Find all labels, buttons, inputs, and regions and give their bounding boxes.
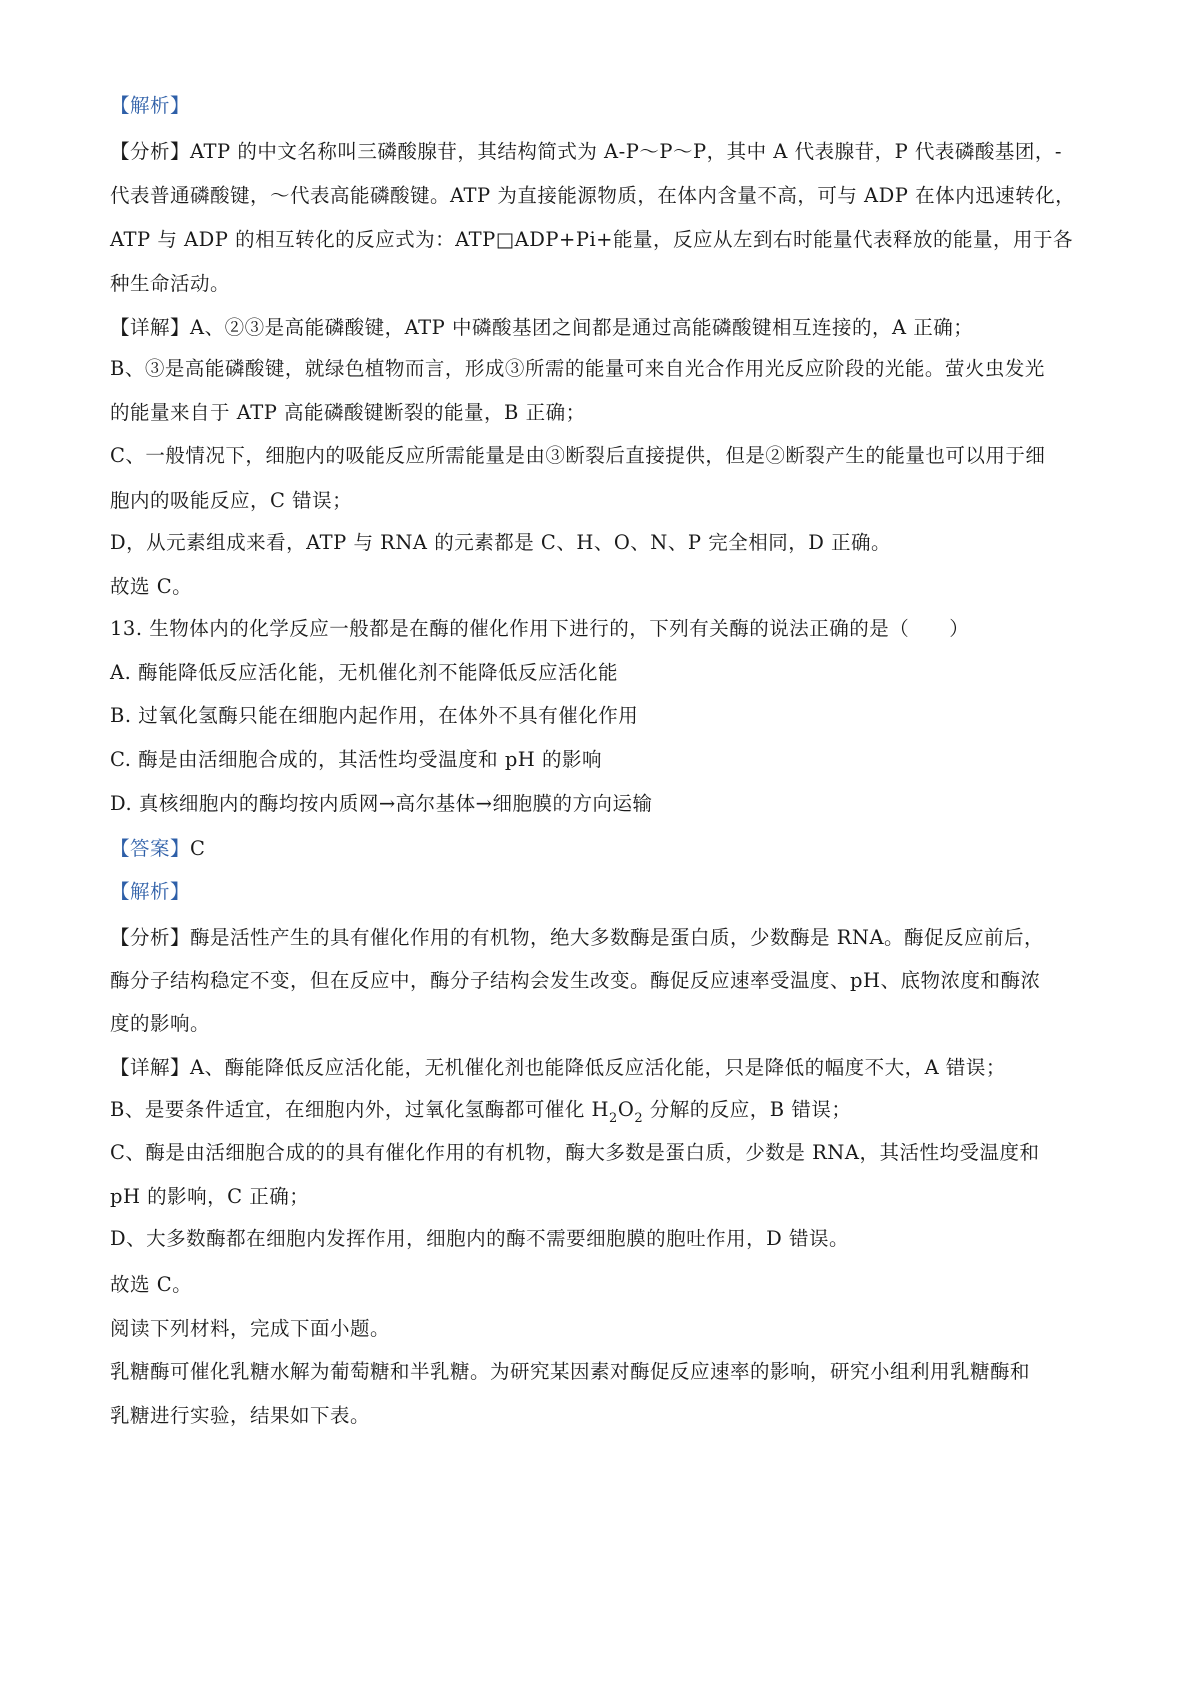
fenxi-paragraph-2-line-3: 度的影响。 <box>110 1012 211 1035</box>
item-c-1-line-2: 胞内的吸能反应，C 错误； <box>110 489 353 512</box>
fenxi-tag-1: 【分析】 <box>110 140 191 163</box>
h2o2-subscript-2: 2 <box>634 1111 644 1126</box>
fenxi-paragraph-2-line-2: 酶分子结构稳定不变，但在反应中，酶分子结构会发生改变。酶促反应速率受温度、pH、底物浓度和酶浓 <box>110 969 1041 992</box>
xiangjie-paragraph-2 <box>110 1053 1101 1083</box>
item-d-2: D、大多数酶都在细胞内发挥作用，细胞内的酶不需要细胞膜的胞吐作用，D 错误。 <box>110 1227 849 1250</box>
fenxi-paragraph-1-line-3: ATP 与 ADP 的相互转化的反应式为：ATP□ADP+Pi+能量，反应从左到右时能量代表释放的能量，用于各 <box>110 228 1074 251</box>
item-b-2 <box>110 1095 1101 1128</box>
answer-line <box>110 834 1101 864</box>
answer-value: C <box>190 837 206 860</box>
item-b-1-line-1: B、③是高能磷酸键，就绿色植物而言，形成③所需的能量可来自光合作用光反应阶段的光能。萤火虫发光 <box>110 357 1045 380</box>
xiangjie-text-2: A、酶能降低反应活化能，无机催化剂也能降低反应活化能，只是降低的幅度不大，A 错误； <box>190 1056 1006 1079</box>
option-a: A. 酶能降低反应活化能，无机催化剂不能降低反应活化能 <box>110 661 618 684</box>
option-d: D. 真核细胞内的酶均按内质网→高尔基体→细胞膜的方向运输 <box>110 792 653 815</box>
conclusion-1: 故选 C。 <box>110 575 193 598</box>
xiangjie-tag-2: 【详解】 <box>110 1056 191 1079</box>
xiangjie-tag-1: 【详解】 <box>110 316 191 339</box>
item-b-1-line-2: 的能量来自于 ATP 高能磷酸键断裂的能量，B 正确； <box>110 401 586 424</box>
fenxi-paragraph-2-line-1 <box>110 923 1101 953</box>
fenxi-text-1: ATP 的中文名称叫三磷酸腺苷，其结构简式为 A-P～P～P，其中 A 代表腺苷，P 代表磷酸基团，- <box>190 140 1062 163</box>
fenxi-paragraph-1-line-1 <box>110 137 1101 167</box>
item-c-2-line-2: pH 的影响，C 正确； <box>110 1185 310 1208</box>
option-b: B. 过氧化氢酶只能在细胞内起作用，在体外不具有催化作用 <box>110 704 639 727</box>
h2o2-subscript-1: 2 <box>609 1111 618 1126</box>
material-line-1: 乳糖酶可催化乳糖水解为葡萄糖和半乳糖。为研究某因素对酶促反应速率的影响，研究小组利用乳糖酶和 <box>110 1360 1031 1383</box>
fenxi-paragraph-1-line-4: 种生命活动。 <box>110 272 231 295</box>
fenxi-paragraph-1-line-2: 代表普通磷酸键，～代表高能磷酸键。ATP 为直接能源物质，在体内含量不高，可与 ADP 在体内迅速转化， <box>110 184 1076 207</box>
reading-instruction: 阅读下列材料，完成下面小题。 <box>110 1317 391 1340</box>
fenxi-text-2: 酶是活性产生的具有催化作用的有机物，绝大多数酶是蛋白质，少数酶是 RNA。酶促反应前后， <box>190 926 1045 949</box>
item-c-1-line-1: C、一般情况下，细胞内的吸能反应所需能量是由③断裂后直接提供，但是②断裂产生的能量也可以用于细 <box>110 444 1046 467</box>
answer-tag: 【答案】 <box>110 837 191 860</box>
fenxi-tag-2: 【分析】 <box>110 926 191 949</box>
analysis-heading-1: 【解析】 <box>110 94 191 117</box>
conclusion-2: 故选 C。 <box>110 1273 193 1296</box>
item-d-1: D，从元素组成来看，ATP 与 RNA 的元素都是 C、H、O、N、P 完全相同，D 正确。 <box>110 531 892 554</box>
item-b-2-o: O <box>617 1098 635 1121</box>
option-c: C. 酶是由活细胞合成的，其活性均受温度和 pH 的影响 <box>110 748 603 771</box>
question-13: 13. 生物体内的化学反应一般都是在酶的催化作用下进行的，下列有关酶的说法正确的是（ ） <box>110 617 970 640</box>
xiangjie-text-1: A、②③是高能磷酸键，ATP 中磷酸基团之间都是通过高能磷酸键相互连接的，A 正确； <box>190 316 974 339</box>
xiangjie-paragraph-1 <box>110 313 1101 343</box>
analysis-heading-2: 【解析】 <box>110 880 191 903</box>
item-c-2-line-1: C、酶是由活细胞合成的的具有催化作用的有机物，酶大多数是蛋白质，少数是 RNA，其活性均受温度和 <box>110 1141 1040 1164</box>
material-line-2: 乳糖进行实验，结果如下表。 <box>110 1404 371 1427</box>
item-b-2-post: 分解的反应，B 错误； <box>643 1098 852 1121</box>
item-b-2-pre: B、是要条件适宜，在细胞内外，过氧化氢酶都可催化 H <box>110 1098 610 1121</box>
